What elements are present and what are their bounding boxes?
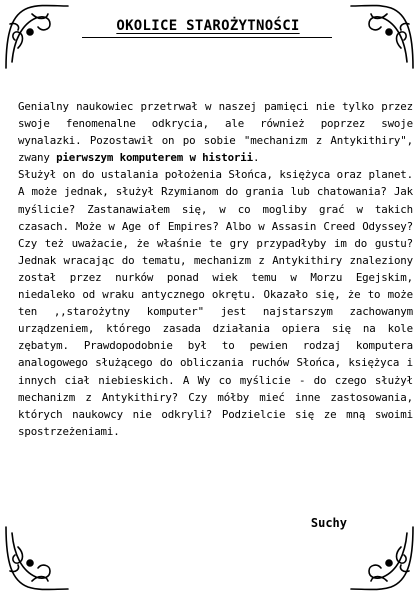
- corner-flourish-icon: [347, 2, 417, 72]
- paragraph-2: Służył on do ustalania położenia Słońca, księżyca oraz planet. A może jednak, służył Rzymianom do grania lub chatowania? Jak myślicie? Zastanawiałem się, w co mogliby grać w takich czasach. Może w Age of Empires? Albo w Assasin Creed Odyssey? Czy też uważacie, że właśnie te gry przypadłyby im do gustu? Jednak wracając do tematu, mechanizm z Antykithiry znaleziony został przez nurków ponad wiek temu w Morzu Egejskim, niedaleko od wraku antycznego okrętu. Okazało się, że to może ten ,,starożytny komputer" jest najstarszym zachowanym urządzeniem, którego zasada działania opiera się na kole zębatym. Prawdopodobnie był to pewien rodzaj komputera analogowego służącego do obliczania ruchów Słońca, księżyca i innych ciał niebieskich. A Wy co myślicie - do czego służył mechanizm z Antykithiry? Czy mółby mieć inne zastosowania, których naukowcy nie odkryli? Podzielcie się ze mną swoimi spostrzeżeniami.: [18, 168, 413, 438]
- title-divider: [82, 37, 332, 38]
- corner-flourish-icon: [2, 2, 72, 72]
- paragraph-1-emphasis: pierwszym komputerem w historii: [56, 151, 253, 165]
- paragraph-1-end: .: [252, 151, 260, 165]
- paragraph-1: [18, 98, 413, 166]
- paragraph-1-text: Genialny naukowiec przetrwał w naszej pamięci nie tylko przez swoje fenomenalne odkrycia, ale również poprzez swoje wynalazki. Pozostawił on po sobie "mechanizm z Antykithiry", zwany: [18, 100, 413, 165]
- corner-flourish-icon: [347, 523, 417, 593]
- page-title: OKOLICE STAROŻYTNOŚCI: [116, 18, 300, 34]
- author-signature: Suchy: [310, 516, 347, 530]
- article-body: [18, 98, 413, 440]
- corner-flourish-icon: [2, 523, 72, 593]
